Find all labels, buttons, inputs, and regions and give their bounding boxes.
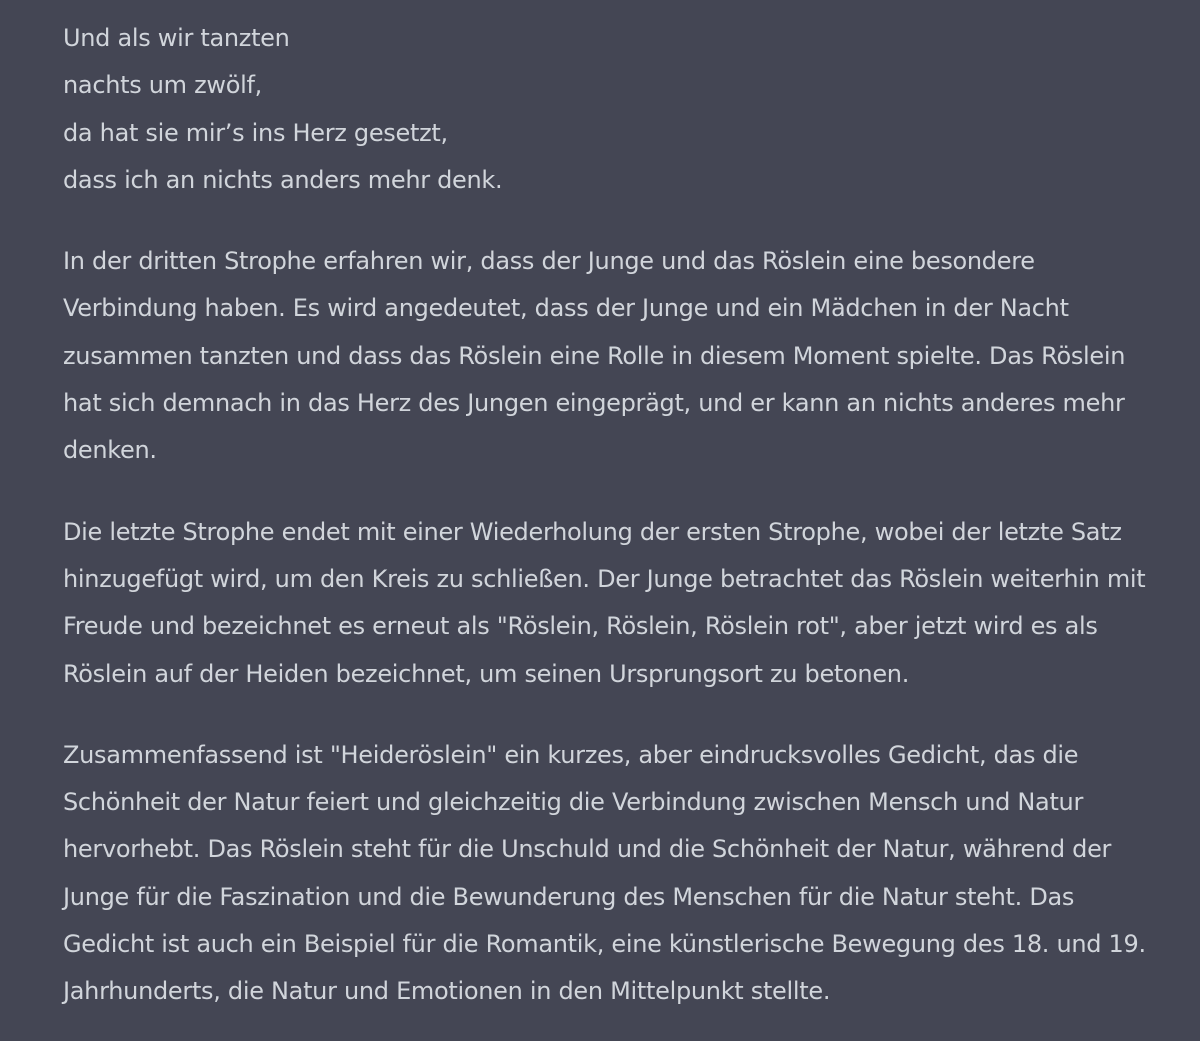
paragraph-line: hinzugefügt wird, um den Kreis zu schließen. Der Junge betrachtet das Röslein weiterhin mit: [63, 564, 1146, 593]
paragraph-summary: [63, 732, 1160, 1016]
paragraph-line: Jahrhunderts, die Natur und Emotionen in den Mittelpunkt stellte.: [63, 977, 831, 1006]
poem-line: dass ich an nichts anders mehr denk.: [63, 165, 503, 194]
paragraph-line: Röslein auf der Heiden bezeichnet, um seinen Ursprungsort zu betonen.: [63, 659, 910, 688]
paragraph-line: Schönheit der Natur feiert und gleichzeitig die Verbindung zwischen Mensch und Natur: [63, 788, 1084, 817]
paragraph-line: Freude und bezeichnet es erneut als "Röslein, Röslein, Röslein rot", aber jetzt wird es als: [63, 612, 1098, 641]
paragraph-line: Zusammenfassend ist "Heideröslein" ein kurzes, aber eindrucksvolles Gedicht, das die: [63, 740, 1079, 769]
paragraph-line: hervorhebt. Das Röslein steht für die Unschuld und die Schönheit der Natur, während der: [63, 835, 1112, 864]
paragraph-line: denken.: [63, 436, 157, 465]
poem-line: da hat sie mir’s ins Herz gesetzt,: [63, 118, 448, 147]
paragraph-line: Die letzte Strophe endet mit einer Wiederholung der ersten Strophe, wobei der letzte Satz: [63, 517, 1122, 546]
paragraph-line: In der dritten Strophe erfahren wir, dass der Junge und das Röslein eine besondere: [63, 247, 1035, 276]
paragraph-line: Junge für die Faszination und die Bewunderung des Menschen für die Natur steht. Das: [63, 882, 1075, 911]
poem-line: nachts um zwölf,: [63, 71, 262, 100]
paragraph-third-stanza: [63, 238, 1160, 474]
paragraph-line: hat sich demnach in das Herz des Jungen eingeprägt, und er kann an nichts anderes mehr: [63, 389, 1125, 418]
paragraph-line: Gedicht ist auch ein Beispiel für die Romantik, eine künstlerische Bewegung des 18. und 19.: [63, 930, 1146, 959]
paragraph-line: Verbindung haben. Es wird angedeutet, dass der Junge und ein Mädchen in der Nacht: [63, 294, 1069, 323]
paragraph-line: zusammen tanzten und dass das Röslein eine Rolle in diesem Moment spielte. Das Röslein: [63, 341, 1126, 370]
poem-line: Und als wir tanzten: [63, 24, 290, 52]
poem-stanza: [63, 0, 1160, 204]
paragraph-last-stanza: [63, 509, 1160, 698]
